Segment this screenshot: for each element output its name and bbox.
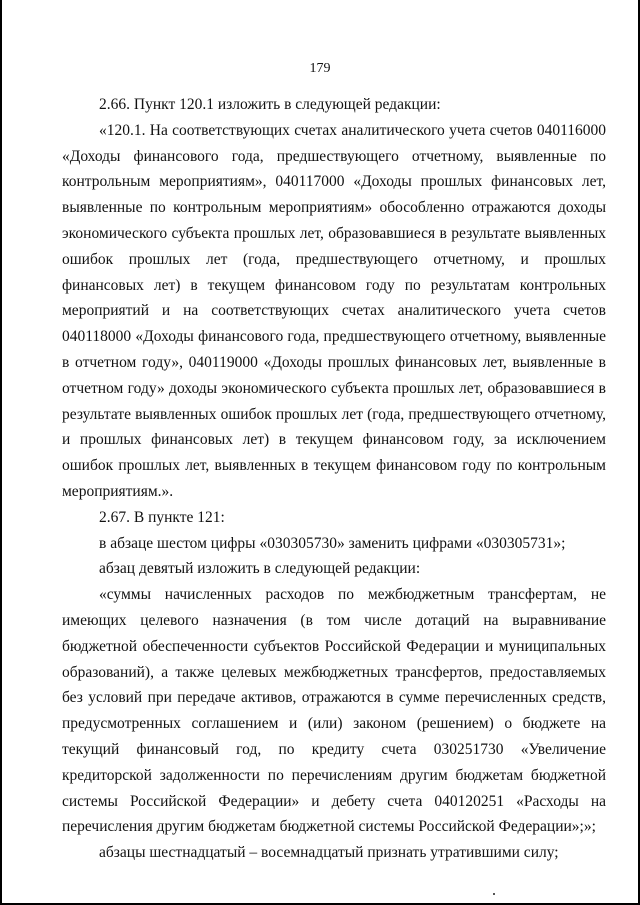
scan-border-left <box>0 0 2 905</box>
paragraph-sixth-abzac-change: в абзаце шестом цифры «030305730» заменить цифрами «030305731»; <box>99 534 566 552</box>
scan-speck <box>493 893 495 895</box>
page-number: 179 <box>309 61 331 76</box>
paragraph-item-120-1-text: «120.1. На соответствующих счетах аналитического учета счетов 040116000 «Доходы финансового года, предшествующего отчетному, выявленные по контрольным мероприятиям», 040117000 «Доходы прошлых финансовых лет, выявленные по контрольным мероприятиям» обособленно отражаются доходы экономического субъекта прошлых лет, образовавшиеся в результате выявленных ошибок прошлых лет (года, предшествующего отчетному, и прошлых финансовых лет) в текущем финансовом году по результатам контрольных мероприятий и на соответствующих счетах аналитического учета счетов 040118000 «Доходы финансового года, предшествующего отчетному, выявленные в отчетном году», 040119000 «Доходы прошлых финансовых лет, выявленные в отчетном году» доходы экономического субъекта прошлых лет, образовавшиеся в результате выявленных ошибок прошлых лет (года, предшествующего отчетному, и прошлых финансовых лет) в текущем финансовом году, за исключением ошибок прошлых лет, выявленных в текущем финансовом году по контрольным мероприятиям.». <box>62 121 606 500</box>
paragraph-ninth-abzac-text: «суммы начисленных расходов по межбюджетным трансфертам, не имеющих целевого назначения (в том числе дотаций на выравнивание бюджетной обеспеченности субъектов Российской Федерации и муниципальных образований), а также целевых межбюджетных трансфертов, предоставляемых без условий при передаче активов, отражаются в сумме перечисленных средств, предусмотренных соглашением и (или) законом (решением) о бюджете на текущий финансовый год, по кредиту счета 030251730 «Увеличение кредиторской задолженности по перечислениям другим бюджетам бюджетной системы Российской Федерации» и дебету счета 040120251 «Расходы на перечисления другим бюджетам бюджетной системы Российской Федерации»;»; <box>62 586 606 836</box>
paragraph-ninth-abzac-intro: абзац девятый изложить в следующей редакции: <box>99 560 421 578</box>
paragraph-repeal-abzacs: абзацы шестнадцатый – восемнадцатый признать утратившими силу; <box>99 844 559 862</box>
paragraph-item-2-66: 2.66. Пункт 120.1 изложить в следующей редакции: <box>99 96 441 113</box>
paragraph-item-2-67: 2.67. В пункте 121: <box>99 508 225 526</box>
document-body <box>62 92 606 866</box>
